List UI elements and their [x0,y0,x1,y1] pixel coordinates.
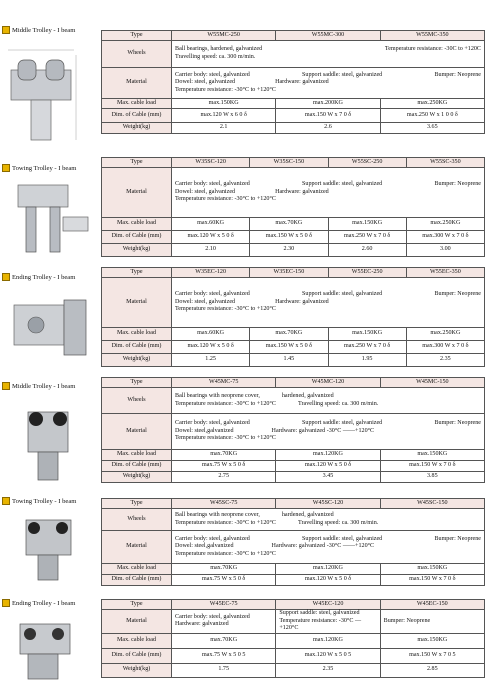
cell-value: 2.10 [172,244,250,257]
header-model: W35SC-150 [250,158,328,168]
material-spec: Carrier body: steel, galvanized Support saddle: steel, galvanized Bumper: Neoprene Dowel: steel, galvanized Hardware: galvanized Temperature resistance: -30°C to +120°C [172,168,485,218]
section-middle-trolley-w55 [0,0,489,155]
material-spec: Bumper: Neoprene [380,610,484,634]
row-label-dim: Dim. of Cable (mm) [102,648,172,663]
header-model: W55MC-350 [380,31,484,41]
row-label-weight: Weight(kg) [102,472,172,483]
cell-value: 1.45 [250,354,328,367]
header-model: W55EC-250 [328,268,406,278]
cell-value: max.150 W x 5 0 δ [250,341,328,354]
material-spec: Carrier body: steel, galvanized Support saddle: steel, galvanized Bumper: Neoprene Dowel: steel, galvanized Hardware: galvanized Temperature resistance: -30°C to +120°C [172,278,485,328]
bullet-square-icon [2,164,10,172]
cell-value: 2.75 [172,472,276,483]
header-type: Type [102,499,172,509]
section-middle-trolley-w45 [0,375,489,490]
cell-value: 1.95 [328,354,406,367]
header-type: Type [102,600,172,610]
row-label-weight: Weight(kg) [102,354,172,367]
section-title: Middle Trolley - I beam [2,26,75,34]
cell-value: max.70KG [172,450,276,461]
row-label-weight: Weight(kg) [102,123,172,134]
header-model: W45EC-120 [276,600,380,610]
cell-value: max.120KG [276,633,380,648]
cell-value: max.150KG [380,450,484,461]
row-label-load: Max. cable load [102,450,172,461]
cell-value: 1.25 [172,354,250,367]
spec-table [101,498,485,586]
spec-table [101,30,485,134]
section-ending-trolley-w35 [0,265,489,375]
cell-value: max.150 W x 7 0 5 [380,648,484,663]
row-label-material: Material [102,610,172,634]
row-label-load: Max. cable load [102,328,172,341]
header-model: W35EC-120 [172,268,250,278]
row-label-material: Material [102,531,172,564]
header-model: W35SC-120 [172,158,250,168]
row-label-wheels: Wheels [102,41,172,68]
cell-value: 2.85 [380,663,484,677]
product-image-ending-trolley [8,614,94,690]
header-type: Type [102,158,172,168]
cell-value: max.250 W x 7 0 δ [328,231,406,244]
header-model: W55SC-250 [328,158,406,168]
cell-value: max.150 W x 7 0 δ [276,109,380,123]
header-model: W45SC-75 [172,499,276,509]
material-spec: Carrier body: steel, galvanized Hardware: galvanized [172,610,276,634]
cell-value: max.70KG [172,564,276,575]
header-model: W45SC-120 [276,499,380,509]
bullet-square-icon [2,599,10,607]
row-label-load: Max. cable load [102,564,172,575]
product-image-ending-trolley [6,285,96,373]
header-model: W45EC-75 [172,600,276,610]
header-model: W45MC-120 [276,378,380,388]
cell-value: max.120KG [276,450,380,461]
wheels-spec: Ball bearings with neoprene cover, hardened, galvanized Temperature resistance: -30°C to +120°C Travelling speed: ca. 300 m/min. [172,509,485,531]
cell-value: max.70KG [172,633,276,648]
row-label-load: Max. cable load [102,633,172,648]
cell-value: max.300 W x 7 0 δ [406,341,484,354]
row-label-dim: Dim. of Cable (mm) [102,461,172,472]
cell-value: 3.65 [380,123,484,134]
section-title: Middle Trolley - I beam [2,382,75,390]
cell-value: max.70KG [250,328,328,341]
cell-value: 2.35 [276,663,380,677]
cell-value: max.250KG [406,328,484,341]
cell-value: 2.30 [250,244,328,257]
cell-value: max.200KG [276,99,380,109]
header-model: W45SC-150 [380,499,484,509]
product-image-middle-trolley [6,40,96,145]
cell-value: max.250KG [406,218,484,231]
row-label-load: Max. cable load [102,99,172,109]
cell-value: max.120 W x 5 0 5 [276,648,380,663]
row-label-dim: Dim. of Cable (mm) [102,341,172,354]
header-model: W55MC-300 [276,31,380,41]
cell-value: 2.6 [276,123,380,134]
cell-value: max.75 W x 5 0 δ [172,461,276,472]
section-ending-trolley-w45 [0,590,489,696]
cell-value: 2.35 [406,354,484,367]
row-label-material: Material [102,168,172,218]
bullet-square-icon [2,273,10,281]
material-spec: Carrier body: steel, galvanized Support saddle: steel, galvanized Bumper: Neoprene Dowel: steel, galvanized Hardware: galvanized Temperature resistance: -30°C to +120°C [172,68,485,99]
bullet-square-icon [2,497,10,505]
product-image-middle-trolley [18,397,96,485]
product-image-towing-trolley [18,510,96,586]
cell-value: max.120 W x 5 0 δ [172,231,250,244]
bullet-square-icon [2,26,10,34]
cell-value: max.60KG [172,328,250,341]
row-label-weight: Weight(kg) [102,244,172,257]
cell-value: max.75 W x 5 0 δ [172,575,276,586]
cell-value: max.250 W x 7 0 δ [328,341,406,354]
spec-table [101,599,485,678]
cell-value: 3.00 [406,244,484,257]
header-model: W45EC-150 [380,600,484,610]
cell-value: max.60KG [172,218,250,231]
section-title: Ending Trolley - I beam [2,273,75,281]
header-model: W45MC-75 [172,378,276,388]
material-spec: Support saddle: steel, galvanized Temperature resistance: -30°C —+120°C [276,610,380,634]
spec-table [101,377,485,483]
cell-value: max.150KG [172,99,276,109]
cell-value: max.120 W x 6 0 δ [172,109,276,123]
wheels-spec: Ball bearings, hardened, galvanized Temperature resistance: -30C to +120C Travelling speed: ca. 300 m/min. [172,41,485,68]
header-type: Type [102,378,172,388]
section-towing-trolley-w35 [0,155,489,265]
cell-value: max.300 W x 7 0 δ [406,231,484,244]
row-label-material: Material [102,278,172,328]
row-label-dim: Dim. of Cable (mm) [102,575,172,586]
header-model: W35EC-150 [250,268,328,278]
row-label-dim: Dim. of Cable (mm) [102,231,172,244]
cell-value: max.75 W x 5 0 5 [172,648,276,663]
material-spec: Carrier body: steel, galvanized Support saddle: steel, galvanized Bumper: Neoprene Dowel: steel,galvanized Hardware: galvanized -30°C ——+120°C Temperature resistance: -30°C to +120°C [172,414,485,450]
section-towing-trolley-w45 [0,490,489,590]
row-label-weight: Weight(kg) [102,663,172,677]
cell-value: max.120 W x 5 0 δ [276,575,380,586]
spec-table [101,157,485,257]
cell-value: 2.1 [172,123,276,134]
cell-value: max.150KG [380,633,484,648]
cell-value: max.250KG [380,99,484,109]
section-title: Towing Trolley - I beam [2,164,76,172]
cell-value: max.70KG [250,218,328,231]
header-model: W55MC-250 [172,31,276,41]
cell-value: max.150 W x 5 0 δ [250,231,328,244]
row-label-wheels: Wheels [102,388,172,414]
row-label-material: Material [102,414,172,450]
row-label-material: Material [102,68,172,99]
header-type: Type [102,31,172,41]
cell-value: max.250 W x 1 0 0 δ [380,109,484,123]
cell-value: 3.85 [380,472,484,483]
row-label-wheels: Wheels [102,509,172,531]
cell-value: max.150 W x 7 0 δ [380,461,484,472]
cell-value: max.150 W x 7 0 δ [380,575,484,586]
product-image-towing-trolley [8,177,94,259]
wheels-spec: Ball bearings with neoprene cover, hardened, galvanized Temperature resistance: -30°C to +120°C Travelling speed: ca. 300 m/min. [172,388,485,414]
header-model: W55EC-350 [406,268,484,278]
cell-value: max.120 W x 5 0 δ [276,461,380,472]
header-model: W55SC-350 [406,158,484,168]
header-type: Type [102,268,172,278]
header-model: W45MC-150 [380,378,484,388]
row-label-dim: Dim. of Cable (mm) [102,109,172,123]
cell-value: max.120 W x 5 0 δ [172,341,250,354]
cell-value: max.150KG [380,564,484,575]
row-label-load: Max. cable load [102,218,172,231]
cell-value: 1.75 [172,663,276,677]
section-title: Towing Trolley - I beam [2,497,76,505]
section-title: Ending Trolley - I beam [2,599,75,607]
cell-value: 3.45 [276,472,380,483]
cell-value: max.150KG [328,218,406,231]
material-spec: Carrier body: steel, galvanized Support saddle: steel, galvanized Bumper: Neoprene Dowel: steel,galvanized Hardware: galvanized -30°C ——+120°C Temperature resistance: -30°C to +120°C [172,531,485,564]
bullet-square-icon [2,382,10,390]
cell-value: 2.60 [328,244,406,257]
spec-table [101,267,485,367]
cell-value: max.120KG [276,564,380,575]
cell-value: max.150KG [328,328,406,341]
